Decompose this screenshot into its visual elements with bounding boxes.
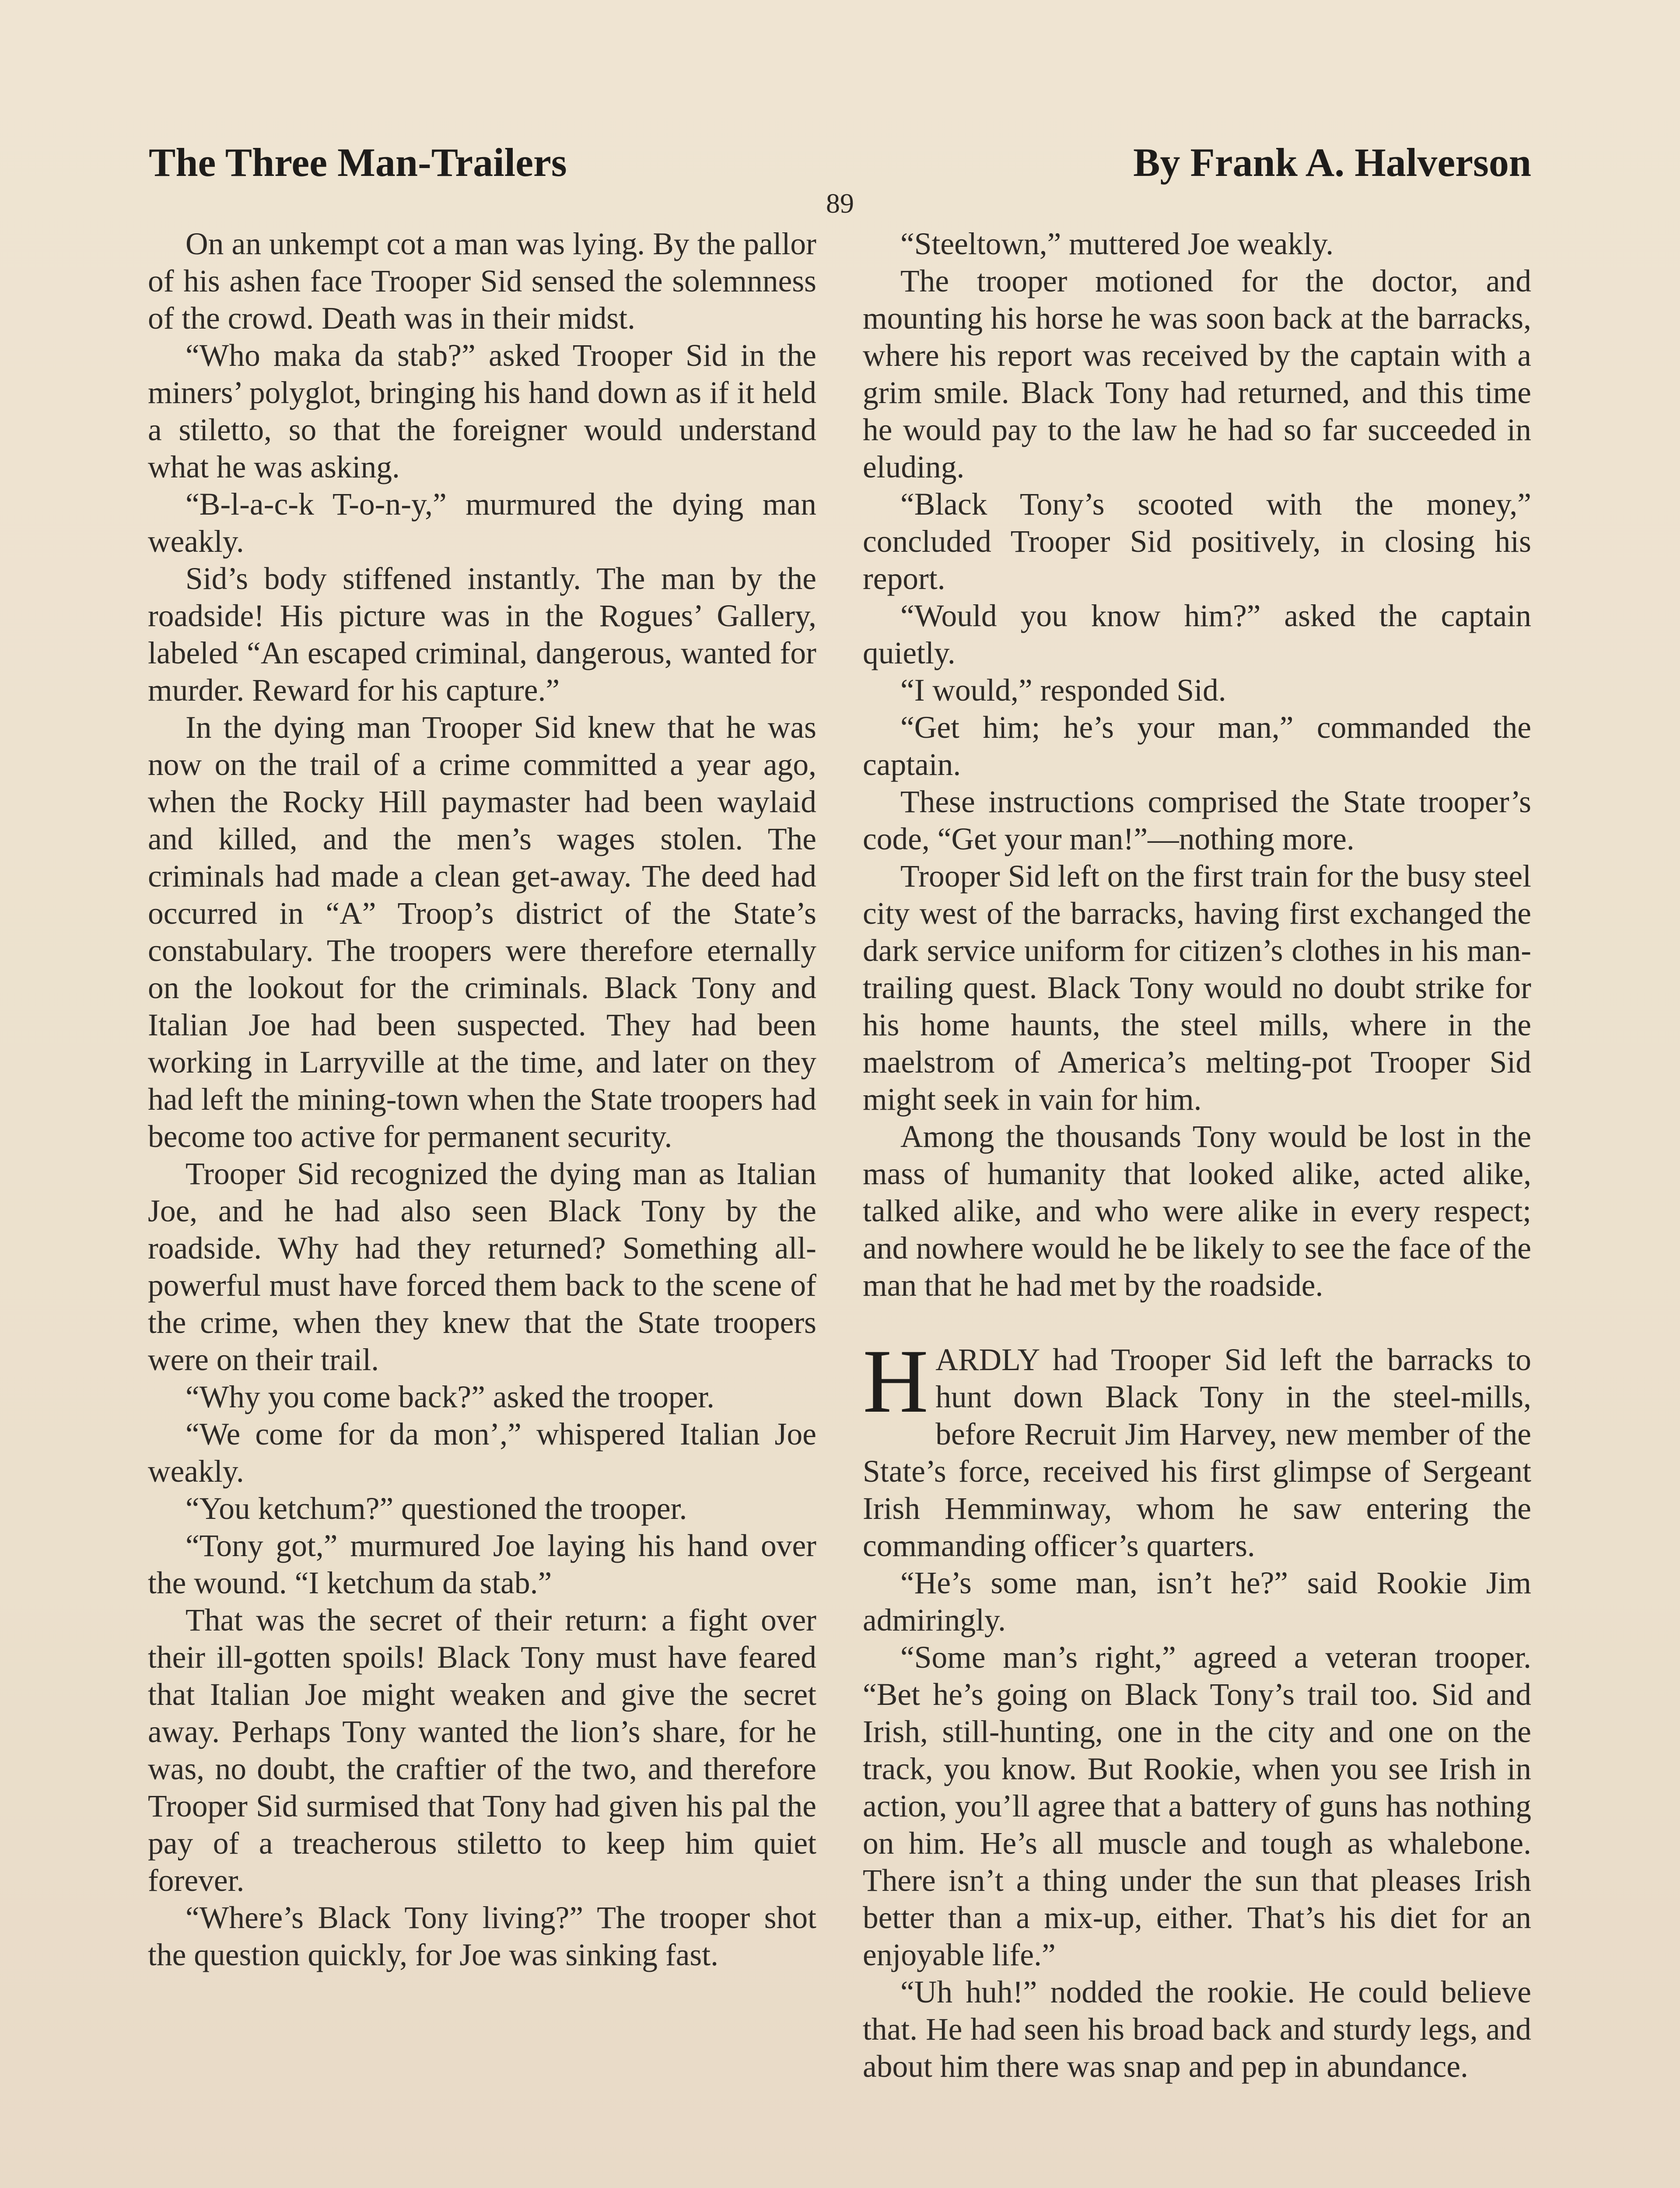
- paragraph: “Why you come back?” asked the trooper.: [186, 1380, 715, 1414]
- paragraph: Sid’s body stiffened instantly. The man by the roadside! His picture was in the Rogues’ Gallery, labeled “An escaped criminal, dangerous, wanted for murder. Reward for his capture.”: [148, 561, 816, 708]
- paragraph: “Black Tony’s scooted with the money,” concluded Trooper Sid positively, in closing his report.: [863, 487, 1531, 596]
- paragraph: “Where’s Black Tony living?” The trooper shot the question quickly, for Joe was sinking fast.: [148, 1900, 816, 1972]
- paragraph: These instructions comprised the State trooper’s code, “Get your man!”—nothing more.: [863, 785, 1531, 856]
- paragraph: “Uh huh!” nodded the rookie. He could believe that. He had seen his broad back and sturdy legs, and about him there was snap and pep in abundance.: [863, 1975, 1531, 2084]
- left-column: [148, 225, 816, 2188]
- story-title: The Three Man-Trailers: [149, 140, 567, 185]
- paragraph: On an unkempt cot a man was lying. By the pallor of his ashen face Trooper Sid sensed the solemnness of the crowd. Death was in their midst.: [148, 227, 816, 336]
- paragraph: Among the thousands Tony would be lost in the mass of humanity that looked alike, acted alike, talked alike, and who were alike in every respect; and nowhere would he be likely to see the face of the man that he had met by the roadside.: [863, 1119, 1531, 1303]
- dropcap-paragraph: [863, 1331, 1531, 1564]
- paragraph: In the dying man Trooper Sid knew that he was now on the trail of a crime committed a year ago, when the Rocky Hill paymaster had been waylaid and killed, and the men’s wages stolen. The criminals had made a clean get-away. The deed had occurred in “A” Troop’s district of the State’s constabulary. The troopers were therefore eternally on the lookout for the criminals. Black Tony and Italian Joe had been suspected. They had been working in Larryville at the time, and later on they had left the mining-town when the State troopers had become too active for permanent security.: [148, 710, 816, 1154]
- paragraph: “Some man’s right,” agreed a veteran trooper. “Bet he’s going on Black Tony’s trail too. Sid and Irish, still-hunting, one in the city and one on the track, you know. But Rookie, when you see Irish in action, you’ll agree that a battery of guns has nothing on him. He’s all muscle and tough as whalebone. There isn’t a thing under the sun that pleases Irish better than a mix-up, either. That’s his diet for an enjoyable life.”: [863, 1640, 1531, 1972]
- paragraph: The trooper motioned for the doctor, and mounting his horse he was soon back at the barracks, where his report was received by the captain with a grim smile. Black Tony had returned, and this time he would pay to the law he had so far succeeded in eluding.: [863, 264, 1531, 484]
- paragraph: “We come for da mon’,” whispered Italian Joe weakly.: [148, 1417, 816, 1489]
- paragraph: “Who maka da stab?” asked Trooper Sid in the miners’ polyglot, bringing his hand down as if it held a stiletto, so that the foreigner would understand what he was asking.: [148, 338, 816, 484]
- paragraph: “B-l-a-c-k T-o-n-y,” murmured the dying man weakly.: [148, 487, 816, 559]
- paragraph: “You ketchum?” questioned the trooper.: [186, 1491, 687, 1526]
- paragraph: “Steeltown,” muttered Joe weakly.: [900, 227, 1334, 261]
- paragraph: “I would,” responded Sid.: [900, 673, 1226, 708]
- paragraph: “Get him; he’s your man,” commanded the captain.: [863, 710, 1531, 782]
- section-break: [863, 1304, 1531, 1341]
- paragraph: “He’s some man, isn’t he?” said Rookie Jim admiringly.: [863, 1566, 1531, 1637]
- dropcap-paragraph-text: ARDLY had Trooper Sid left the barracks to hunt down Black Tony in the steel-mills, before Recruit Jim Harvey, new member of the State’s force, received his first glimpse of Sergeant Irish Hemminway, whom he saw entering the commanding officer’s quarters.: [863, 1343, 1531, 1563]
- paragraph: Trooper Sid left on the first train for the busy steel city west of the barracks, having first exchanged the dark service uniform for citizen’s clothes in his man-trailing quest. Black Tony would no doubt strike for his home haunts, the steel mills, where in the maelstrom of America’s melting-pot Trooper Sid might seek in vain for him.: [863, 859, 1531, 1117]
- running-head: [149, 139, 1531, 187]
- paragraph: “Tony got,” murmured Joe laying his hand over the wound. “I ketchum da stab.”: [148, 1529, 816, 1600]
- paragraph: Trooper Sid recognized the dying man as Italian Joe, and he had also seen Black Tony by the roadside. Why had they returned? Something all-powerful must have forced them back to the scene of the crime, when they knew that the State troopers were on their trail.: [148, 1157, 816, 1377]
- dropcap-letter: H: [863, 1331, 929, 1431]
- author-byline: By Frank A. Halverson: [1133, 140, 1531, 185]
- page-number: 89: [826, 188, 854, 219]
- paragraph: That was the secret of their return: a fight over their ill-gotten spoils! Black Tony must have feared that Italian Joe might weaken and give the secret away. Perhaps Tony wanted the lion’s share, for he was, no doubt, the craftier of the two, and therefore Trooper Sid surmised that Tony had given his pal the pay of a treacherous stiletto to keep him quiet forever.: [148, 1603, 816, 1898]
- right-column: [863, 225, 1531, 2188]
- paragraph: “Would you know him?” asked the captain quietly.: [863, 599, 1531, 670]
